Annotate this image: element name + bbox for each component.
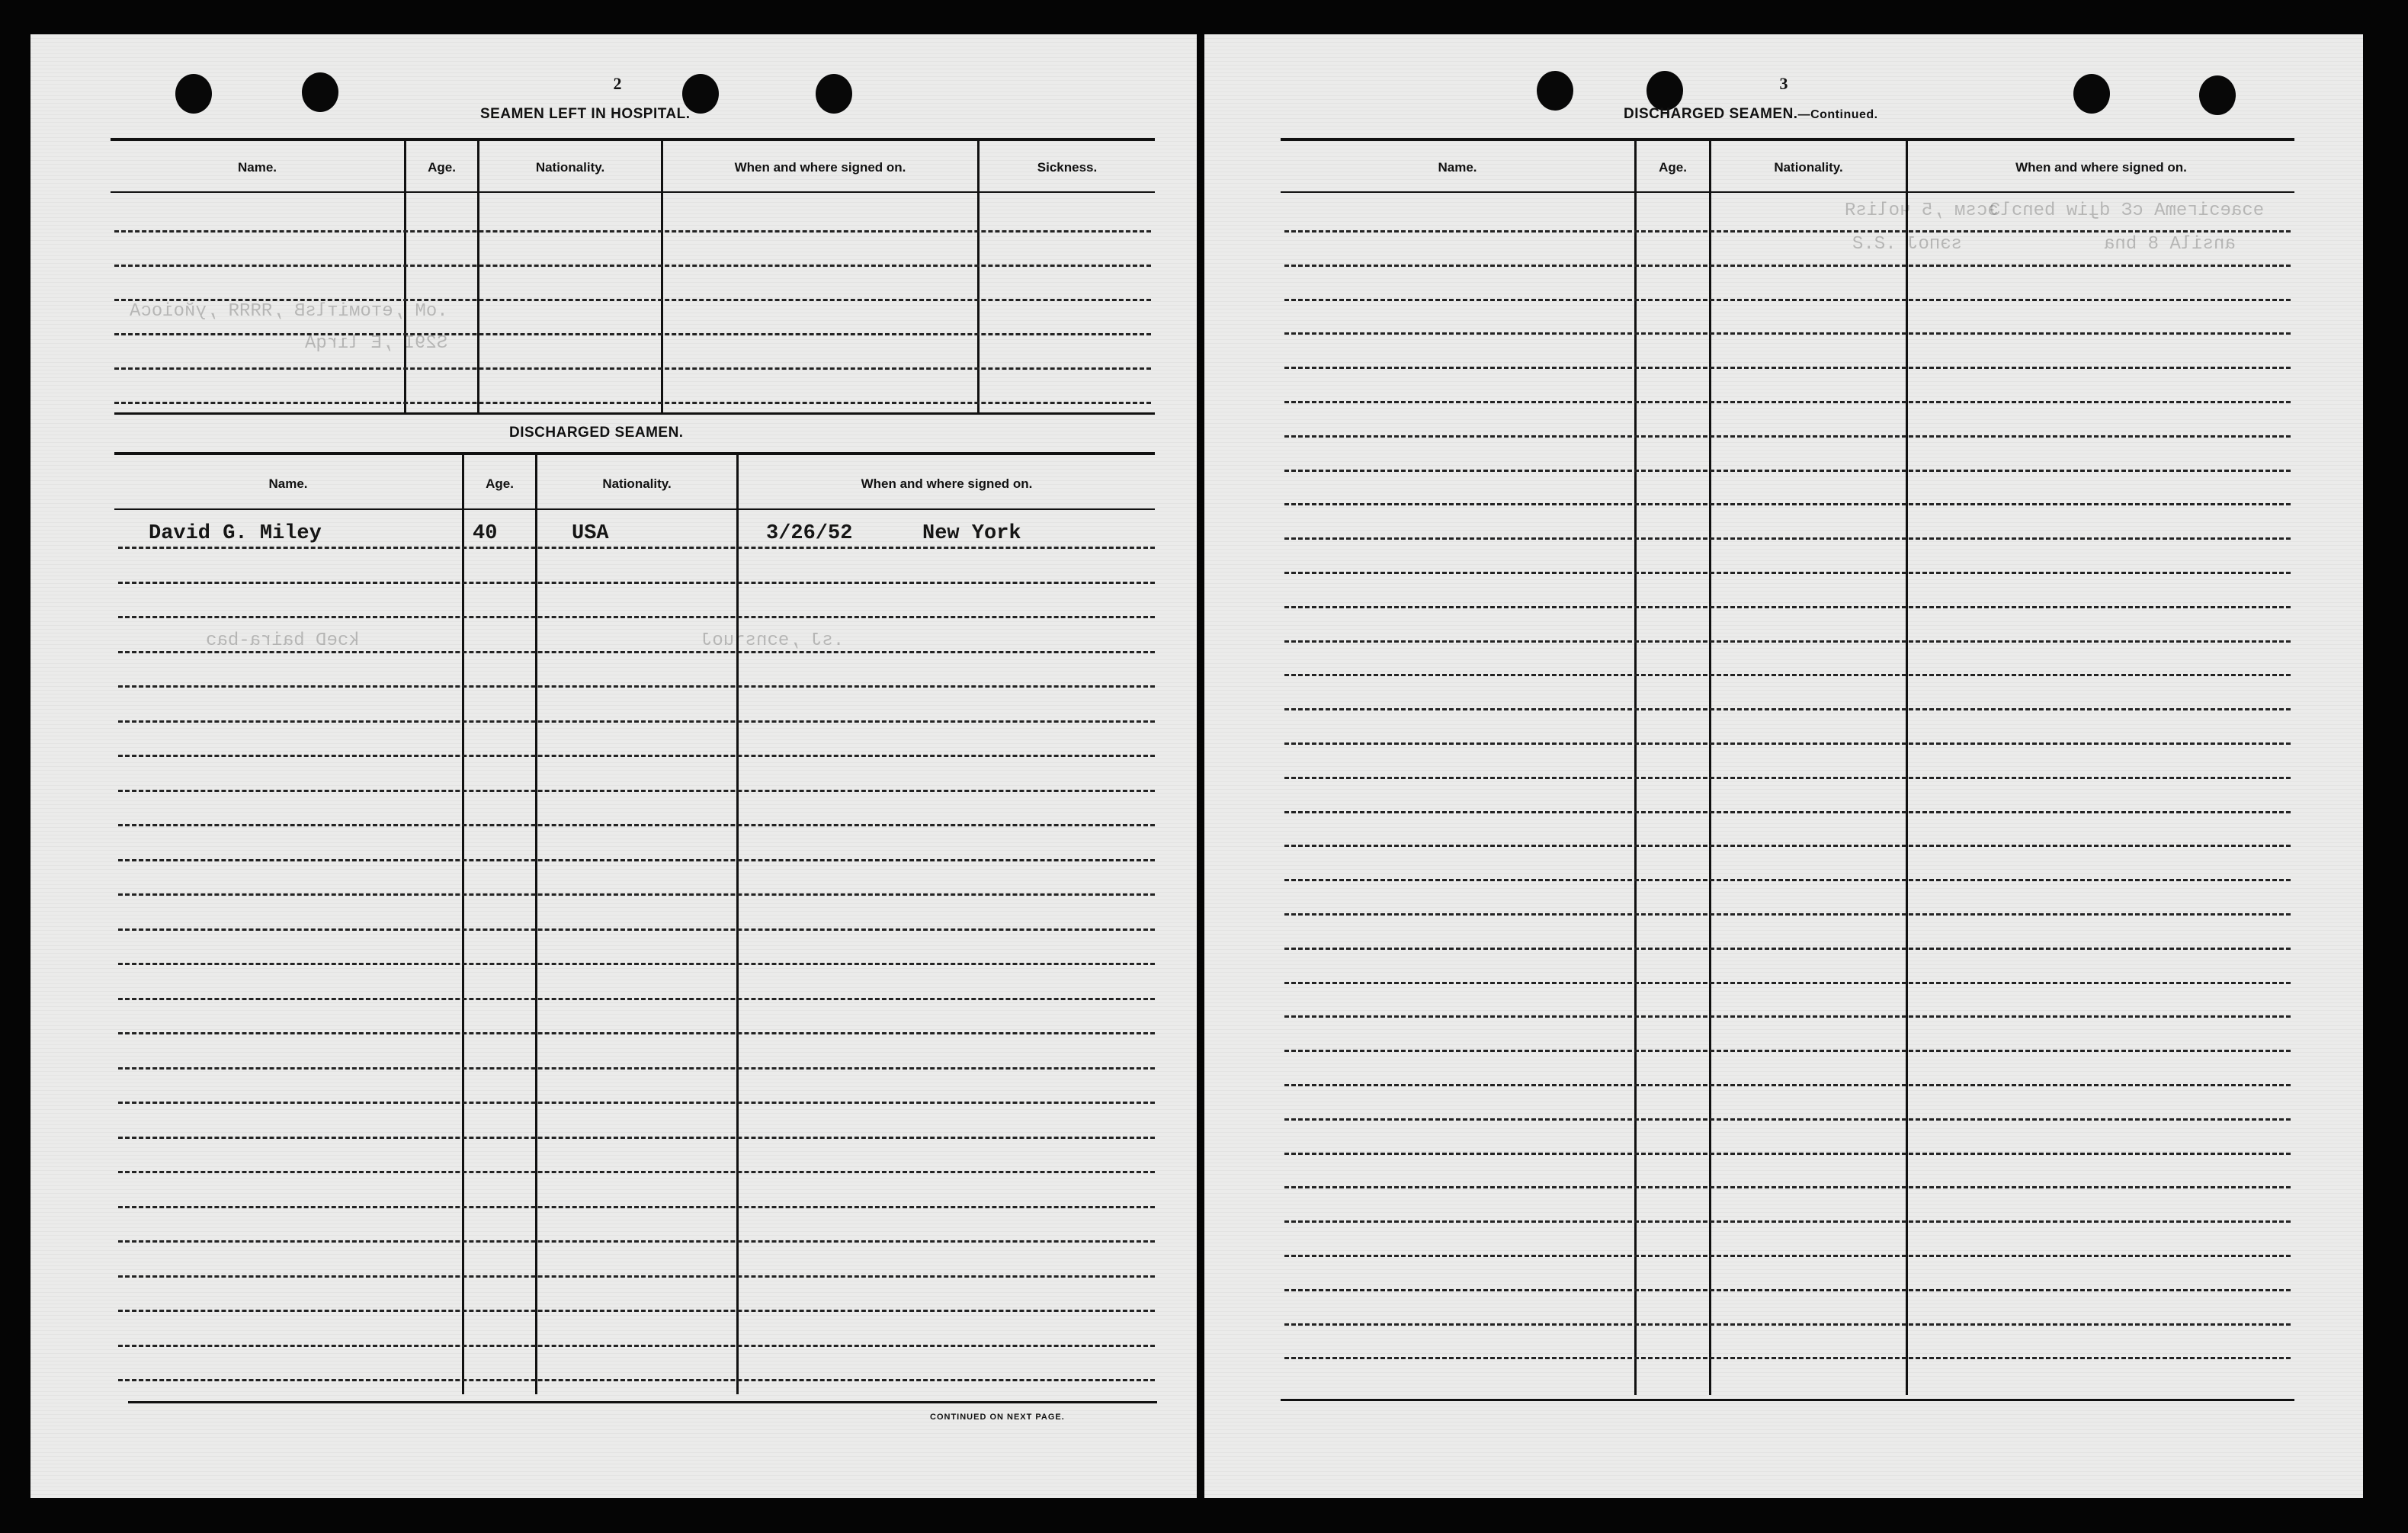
- hospital-header-rule: [111, 191, 1155, 193]
- ruled-line: [1284, 606, 2291, 608]
- right-top-rule: [1281, 138, 2294, 141]
- ruled-line: [1284, 640, 2291, 643]
- hospital-header-signed-on: When and where signed on.: [734, 160, 906, 175]
- right-header-name: Name.: [1438, 160, 1477, 175]
- discharged-header-age: Age.: [486, 476, 514, 491]
- ruled-line: [114, 265, 1151, 267]
- ruled-line: [114, 367, 1151, 370]
- ruled-line: [118, 547, 1155, 549]
- ruled-line: [1284, 777, 2291, 779]
- punch-hole: [816, 74, 852, 114]
- punch-hole: [1646, 71, 1683, 111]
- hospital-col-divider: [977, 141, 980, 413]
- right-section-title: [1624, 106, 1878, 123]
- ruled-line: [118, 1240, 1155, 1243]
- page-number: 3: [1779, 74, 1788, 93]
- bleed-through-mark: эсsм ,5 чоlisЯ: [1845, 200, 1999, 221]
- ruled-line: [1284, 1118, 2291, 1121]
- ruled-line: [114, 230, 1151, 233]
- discharged-header-rule: [114, 508, 1155, 510]
- ruled-line: [118, 1345, 1155, 1347]
- ruled-line: [1284, 913, 2291, 916]
- ruled-line: [118, 1067, 1155, 1070]
- ruled-line: [1284, 1153, 2291, 1155]
- ruled-line: [1284, 1357, 2291, 1359]
- ruled-line: [118, 1310, 1155, 1312]
- right-header-nationality: Nationality.: [1774, 160, 1843, 175]
- ruled-line: [118, 720, 1155, 723]
- ruled-line: [1284, 1015, 2291, 1018]
- hospital-col-divider: [404, 141, 406, 413]
- right-bottom-rule: [1281, 1399, 2294, 1401]
- bleed-through-mark: kɔeD baira-baɔ: [206, 630, 360, 651]
- ruled-line: [118, 859, 1155, 861]
- ruled-line: [118, 616, 1155, 618]
- ruled-line: [114, 402, 1151, 404]
- discharged-col-divider: [535, 455, 537, 1394]
- ruled-line: [118, 824, 1155, 826]
- ruled-line: [1284, 367, 2291, 369]
- ruled-line: [118, 1171, 1155, 1173]
- continued-note: CONTINUED ON NEXT PAGE.: [930, 1413, 1065, 1422]
- ruled-line: [1284, 503, 2291, 505]
- right-header-age: Age.: [1659, 160, 1687, 175]
- bleed-through-mark: ɘɔaeɔiгɘmA cƐ dɟiw bɘnɔlƆ: [1990, 200, 2265, 221]
- ruled-line: [118, 928, 1155, 931]
- punch-hole: [2073, 74, 2110, 114]
- hospital-col-divider: [661, 141, 663, 413]
- bleed-through-mark: .oM ,eтомiтlsB ,ЯЯЯЯ ,уйoiосА: [130, 301, 448, 322]
- punch-hole: [175, 74, 212, 114]
- bleed-through-mark: .sJ ,ɘɔnsɿuoJ: [701, 630, 845, 651]
- right-col-divider: [1709, 141, 1711, 1395]
- ruled-line: [1284, 1289, 2291, 1291]
- punch-hole: [1537, 71, 1573, 111]
- ruled-line: [1284, 1084, 2291, 1086]
- ruled-line: [118, 1137, 1155, 1139]
- hospital-header-name: Name.: [237, 160, 277, 175]
- right-header-signed-on: When and where signed on.: [2015, 160, 2187, 175]
- ruled-line: [1284, 948, 2291, 950]
- right-header-rule: [1281, 191, 2294, 193]
- ruled-line: [1284, 470, 2291, 472]
- ruled-line: [1284, 299, 2291, 301]
- ruled-line: [1284, 265, 2291, 267]
- ruled-line: [1284, 332, 2291, 335]
- ruled-line: [118, 1102, 1155, 1104]
- ruled-line: [118, 1032, 1155, 1034]
- ruled-line: [1284, 982, 2291, 984]
- hospital-col-divider: [477, 141, 479, 413]
- ruled-line: [118, 582, 1155, 584]
- ruled-line: [1284, 742, 2291, 745]
- discharged-header-nationality: Nationality.: [602, 476, 672, 491]
- discharged-section-title: DISCHARGED SEAMEN.: [509, 425, 684, 441]
- ruled-line: [114, 333, 1151, 335]
- discharged-header-signed-on: When and where signed on.: [861, 476, 1033, 491]
- discharged-col-divider: [462, 455, 464, 1394]
- entry-nationality: USA: [572, 522, 609, 545]
- right-title-suffix: —Continued.: [1797, 108, 1878, 121]
- page-number: 2: [613, 74, 622, 93]
- punch-hole: [302, 72, 338, 112]
- hospital-section-title: SEAMEN LEFT IN HOSPITAL.: [480, 106, 691, 122]
- entry-place: New York: [922, 522, 1021, 545]
- ruled-line: [1284, 401, 2291, 403]
- bleed-through-mark: S29I ,E lirqA: [305, 333, 448, 354]
- hospital-header-nationality: Nationality.: [535, 160, 605, 175]
- ruled-line: [1284, 572, 2291, 574]
- ruled-line: [1284, 845, 2291, 847]
- right-page: [1204, 34, 2363, 1498]
- right-col-divider: [1906, 141, 1908, 1395]
- ruled-line: [1284, 1255, 2291, 1257]
- ruled-line: [1284, 1323, 2291, 1326]
- hospital-header-age: Age.: [428, 160, 456, 175]
- discharged-bottom-rule: [128, 1401, 1157, 1403]
- discharged-header-name: Name.: [268, 476, 308, 491]
- ruled-line: [1284, 435, 2291, 438]
- ruled-line: [118, 963, 1155, 965]
- ruled-line: [118, 893, 1155, 896]
- ruled-line: [118, 1206, 1155, 1208]
- ruled-line: [1284, 1050, 2291, 1052]
- right-title-main: DISCHARGED SEAMEN.: [1624, 106, 1798, 122]
- ruled-line: [1284, 879, 2291, 881]
- hospital-bottom-rule: [114, 412, 1155, 415]
- ruled-line: [1284, 674, 2291, 676]
- punch-hole: [2199, 75, 2236, 115]
- ruled-line: [1284, 537, 2291, 540]
- ruled-line: [1284, 811, 2291, 813]
- ruled-line: [118, 755, 1155, 757]
- ruled-line: [118, 998, 1155, 1000]
- right-col-divider: [1634, 141, 1637, 1395]
- ruled-line: [118, 685, 1155, 688]
- hospital-top-rule: [111, 138, 1155, 141]
- hospital-header-sickness: Sickness.: [1037, 160, 1098, 175]
- entry-age: 40: [473, 522, 498, 545]
- ruled-line: [118, 790, 1155, 792]
- ruled-line: [1284, 1220, 2291, 1223]
- ruled-line: [1284, 708, 2291, 710]
- ruled-line: [1284, 230, 2291, 233]
- ruled-line: [118, 1275, 1155, 1278]
- left-page: [30, 34, 1197, 1498]
- ruled-line: [118, 1379, 1155, 1381]
- discharged-col-divider: [736, 455, 739, 1394]
- discharged-top-rule: [114, 452, 1155, 455]
- entry-date: 3/26/52: [766, 522, 853, 545]
- bleed-through-mark: ansilA 8 bna: [2104, 234, 2236, 255]
- entry-name: David G. Miley: [149, 522, 322, 545]
- bleed-through-mark: sэпoJ .Ƨ.Ƨ: [1852, 234, 1963, 255]
- ruled-line: [1284, 1186, 2291, 1188]
